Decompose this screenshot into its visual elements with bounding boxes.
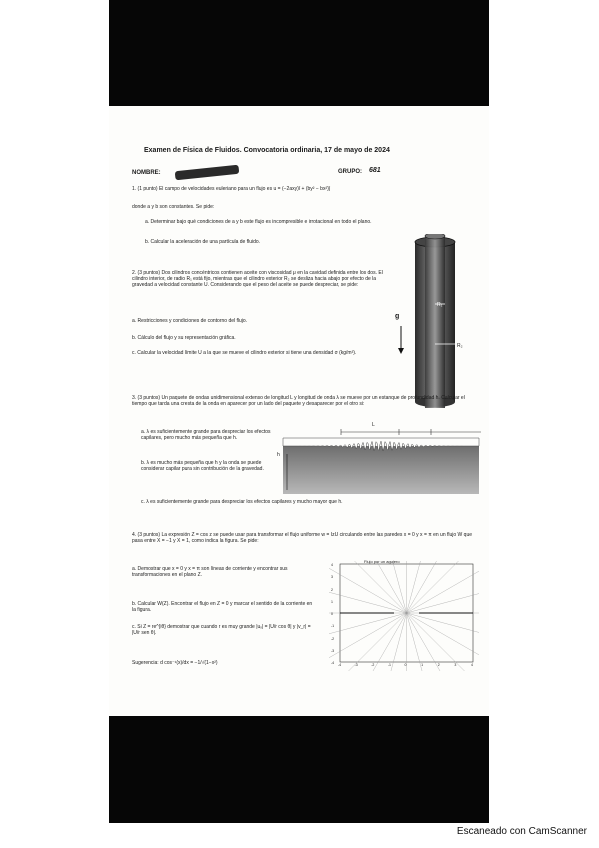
redacted-name-scribble (175, 165, 240, 181)
scan-bottom-black-band (109, 716, 489, 823)
packet-length-label: L (372, 422, 375, 428)
q2-part-b: b. Cálculo del flujo y su representación gráfica. (132, 335, 236, 341)
q1-stem-2: donde a y b son constantes. Se pide: (132, 204, 215, 210)
q1-part-b: b. Calcular la aceleración de una partícula de fluido. (145, 239, 261, 245)
group-label: GRUPO: (338, 169, 362, 175)
y-tick-label: -1 (331, 624, 335, 629)
y-tick-label: 3 (331, 575, 333, 580)
y-tick-label: -3 (331, 648, 335, 653)
q1-part-a: a. Determinar bajo qué condiciones de a y b este flujo es incompresible e irrotacional en todo el plano. (145, 219, 372, 225)
exam-sheet (109, 106, 489, 716)
y-tick-label: 4 (331, 563, 333, 567)
q3-part-a: a. λ es suficientemente grande para despreciar los efectos capilares, pero mucho más pequeña que h. (141, 429, 271, 442)
q2-part-a: a. Restricciones y condiciones de contorno del flujo. (132, 318, 248, 324)
depth-label: h (277, 452, 280, 458)
q1-stem: 1. (1 punto) El campo de velocidades euleriano para un flujo es u = (−2axy)î + (by² − bx²)ĵ (132, 186, 330, 192)
q3-stem: 3. (3 puntos) Un paquete de ondas unidimensional extenso de longitud L y longitud de onda λ se mueve por un estanque de profundidad h. Calcular el tiempo que tarda una cresta de la onda en aparecer por un lado del paquete y desaparecer por el otro si: (132, 395, 465, 408)
y-tick-label: -2 (331, 636, 335, 641)
flow-through-hole-plot (329, 561, 479, 671)
x-tick-label: 1 (421, 663, 424, 667)
x-tick-label: 3 (454, 663, 457, 667)
r1-label: R₁ (437, 302, 443, 308)
y-tick-label: 2 (331, 587, 333, 592)
q3-part-b: b. λ es mucho más pequeña que h y la onda se puede considerar capilar pura sin contribución de la gravedad. (141, 460, 264, 473)
camscanner-watermark: Escaneado con CamScanner (456, 826, 587, 837)
q3-part-c: c. λ es suficientemente grande para despreciar los efectos capilares y mucho mayor que h. (141, 499, 343, 505)
q4-part-c: c. Si Z = re^{iθ} demostrar que cuando r es muy grande |uₓ| = |U/r cos θ| y |v_r| = |U/r sen θ|. (132, 624, 311, 637)
q4-part-b: b. Calcular W(Z). Encontrar el flujo en Z = 0 y marcar el sentido de la corriente en la figura. (132, 601, 313, 614)
q4-hint: Sugerencia: d cos⁻¹(x)/dx = −1/√(1−x²) (132, 660, 218, 666)
x-tick-label: 4 (471, 663, 473, 667)
r2-label: R₂ (457, 343, 463, 349)
x-tick-label: -2 (371, 663, 375, 667)
x-tick-label: 0 (404, 663, 407, 667)
name-label: NOMBRE: (132, 170, 161, 176)
plot-x-ticks (340, 663, 473, 669)
q4-stem: 4. (3 puntos) La expresión Z = cos z se puede usar para transformar el flujo uniforme w = IzU circulando entre las paredes x = 0 y x = π en un flujo W que pasa entre X = −1 y X = 1, como indica la figura. Se pide: (132, 532, 473, 545)
q2-part-c: c. Calcular la velocidad límite U a la que se mueve el cilindro exterior si tiene una densidad σ (kg/m³). (132, 350, 357, 356)
x-tick-label: -1 (387, 663, 391, 667)
y-tick-label: 1 (331, 599, 333, 604)
flow-plot-title: Flujo por un agujero (364, 559, 400, 564)
y-tick-label: 0 (331, 612, 333, 616)
exam-title: Examen de Física de Fluidos. Convocatoria ordinaria, 17 de mayo de 2024 (144, 147, 390, 154)
scan-top-black-band (109, 0, 489, 106)
q2-stem: 2. (3 puntos) Dos cilindros concéntricos contienen aceite con viscosidad μ en la cavidad definida entre los dos. El cilindro interior, de radio R₁ está fijo, mientras que el cilindro exterior R₂ se desliza hacia abajo por efecto de la gravedad a velocidad constante U. Considerando que el peso del aceite se puede despreciar, se pide: (132, 270, 383, 289)
x-tick-label: 2 (437, 663, 440, 667)
wave-packet-figure (281, 424, 481, 496)
group-value: 681 (369, 167, 381, 174)
q4-part-a: a. Demostrar que x = 0 y x = π son líneas de corriente y encontrar sus transformaciones en el plano Z. (132, 566, 288, 579)
x-tick-label: -3 (354, 663, 358, 667)
gravity-label: g (395, 313, 400, 320)
x-tick-label: -4 (338, 663, 342, 667)
y-tick-label: -4 (331, 661, 335, 665)
plot-y-ticks (331, 563, 339, 665)
concentric-cylinders-figure (395, 234, 475, 414)
